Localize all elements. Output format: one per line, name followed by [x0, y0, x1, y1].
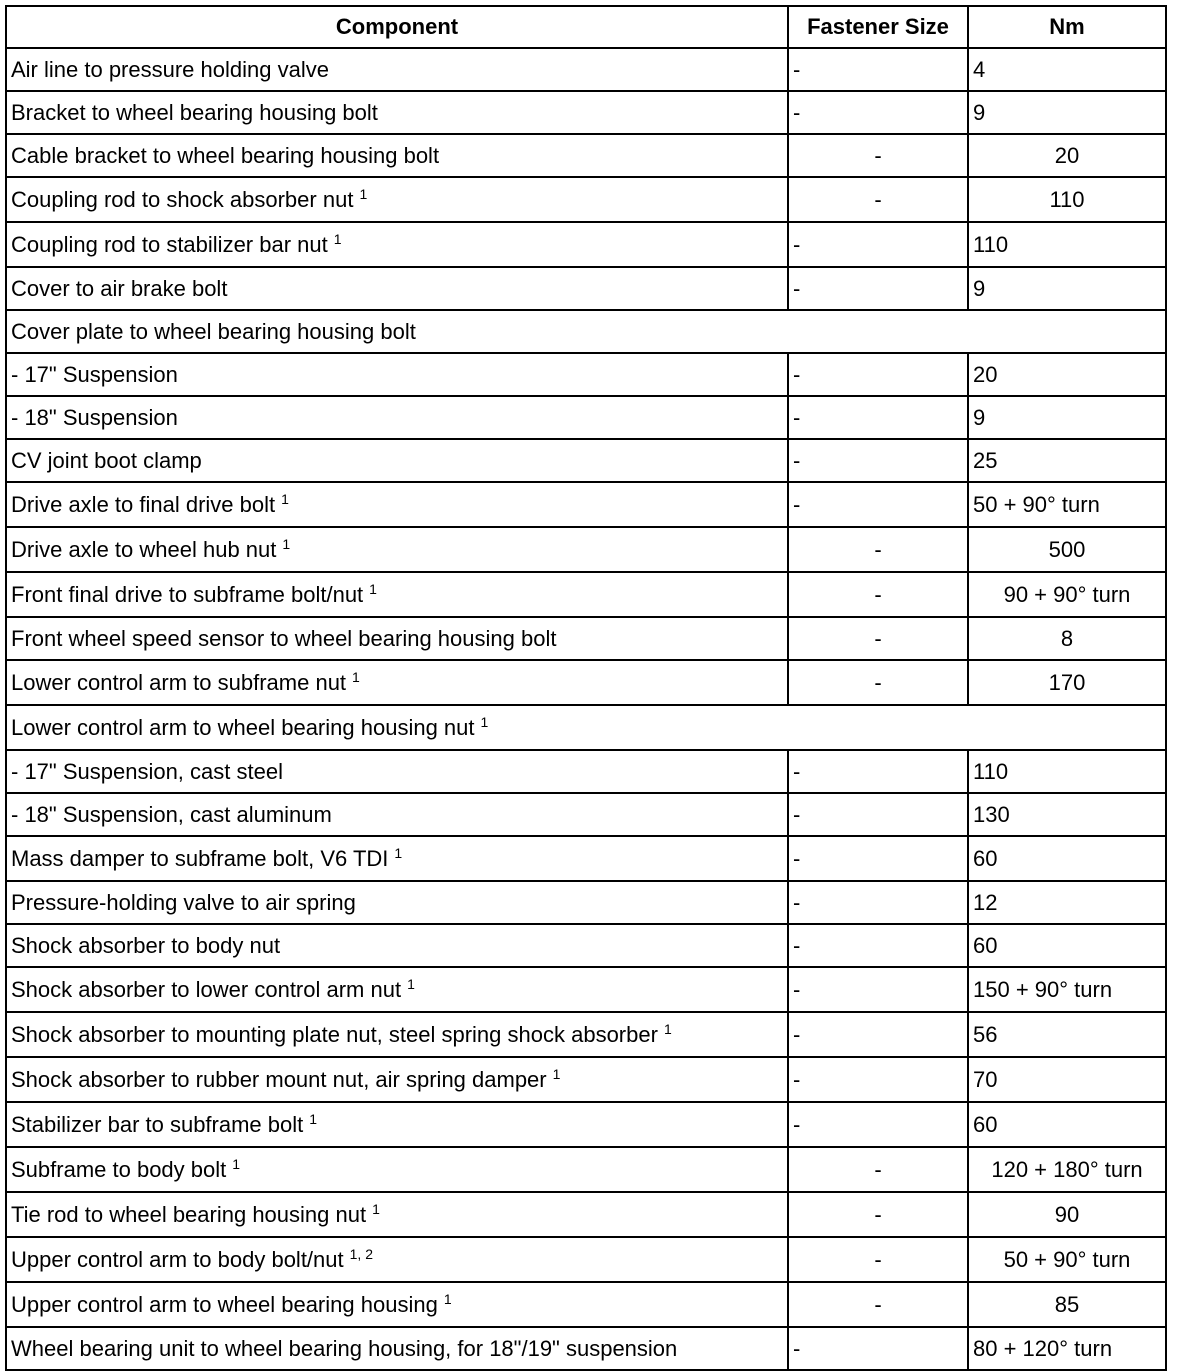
- table-row: [6, 705, 1166, 750]
- torque-value-cell: 50 + 90° turn: [968, 482, 1166, 527]
- table-row: [6, 439, 1166, 482]
- torque-value-cell: 85: [968, 1282, 1166, 1327]
- component-label: Pressure-holding valve to air spring: [11, 889, 356, 915]
- table-row: [6, 924, 1166, 967]
- component-cell: [6, 967, 788, 1012]
- fastener-size-cell: -: [788, 1057, 968, 1102]
- component-cell: [6, 1012, 788, 1057]
- component-cell: [6, 267, 788, 310]
- component-label: Tie rod to wheel bearing housing nut: [11, 1202, 367, 1227]
- torque-value-cell: 9: [968, 396, 1166, 439]
- table-row: [6, 617, 1166, 660]
- table-row: [6, 967, 1166, 1012]
- component-cell: [6, 1102, 788, 1147]
- table-row: [6, 48, 1166, 91]
- fastener-size-cell: -: [788, 222, 968, 267]
- component-cell: [6, 1192, 788, 1237]
- fastener-size-cell: -: [788, 353, 968, 396]
- torque-value-cell: 500: [968, 527, 1166, 572]
- component-label: Cover to air brake bolt: [11, 275, 228, 301]
- torque-value-cell: 9: [968, 91, 1166, 134]
- fastener-size-cell: -: [788, 1237, 968, 1282]
- component-cell: [6, 310, 1166, 353]
- table-row: [6, 527, 1166, 572]
- torque-value-cell: 110: [968, 750, 1166, 793]
- component-cell: [6, 1147, 788, 1192]
- footnote-marker: 1, 2: [349, 1246, 373, 1262]
- component-cell: [6, 134, 788, 177]
- component-cell: [6, 924, 788, 967]
- fastener-size-cell: -: [788, 881, 968, 924]
- component-label: Shock absorber to rubber mount nut, air spring damper: [11, 1067, 547, 1092]
- table-row: [6, 1147, 1166, 1192]
- fastener-size-cell: -: [788, 439, 968, 482]
- table-row: [6, 793, 1166, 836]
- footnote-marker: 1: [309, 1111, 318, 1127]
- fastener-size-cell: -: [788, 793, 968, 836]
- footnote-marker: 1: [480, 714, 489, 730]
- component-label: Shock absorber to body nut: [11, 932, 281, 958]
- table-row: [6, 1057, 1166, 1102]
- component-cell: [6, 177, 788, 222]
- table-row: [6, 267, 1166, 310]
- torque-value-cell: 110: [968, 222, 1166, 267]
- footnote-marker: 1: [333, 231, 342, 247]
- footnote-marker: 1: [394, 845, 403, 861]
- footnote-marker: 1: [232, 1156, 241, 1172]
- component-cell: [6, 91, 788, 134]
- fastener-size-cell: -: [788, 836, 968, 881]
- fastener-size-cell: -: [788, 1147, 968, 1192]
- torque-value-cell: 20: [968, 134, 1166, 177]
- torque-value-cell: 60: [968, 836, 1166, 881]
- component-label: Drive axle to wheel hub nut: [11, 537, 277, 562]
- component-label: Bracket to wheel bearing housing bolt: [11, 99, 378, 125]
- table-row: [6, 353, 1166, 396]
- fastener-size-cell: -: [788, 1327, 968, 1370]
- footnote-marker: 1: [359, 186, 368, 202]
- component-cell: [6, 482, 788, 527]
- component-label: Coupling rod to shock absorber nut: [11, 187, 354, 212]
- fastener-size-cell: -: [788, 924, 968, 967]
- torque-value-cell: 60: [968, 1102, 1166, 1147]
- torque-value-cell: 56: [968, 1012, 1166, 1057]
- footnote-marker: 1: [552, 1066, 561, 1082]
- component-label: Lower control arm to subframe nut: [11, 670, 347, 695]
- component-cell: [6, 793, 788, 836]
- torque-value-cell: 20: [968, 353, 1166, 396]
- component-cell: [6, 1282, 788, 1327]
- torque-value-cell: 60: [968, 924, 1166, 967]
- table-row: [6, 91, 1166, 134]
- fastener-size-cell: -: [788, 967, 968, 1012]
- table-row: [6, 1282, 1166, 1327]
- component-label: Drive axle to final drive bolt: [11, 492, 276, 517]
- component-cell: [6, 222, 788, 267]
- footnote-marker: 1: [369, 581, 377, 597]
- header-nm: Nm: [968, 6, 1166, 48]
- fastener-size-cell: -: [788, 617, 968, 660]
- component-label: Mass damper to subframe bolt, V6 TDI: [11, 846, 389, 871]
- fastener-size-cell: -: [788, 527, 968, 572]
- torque-value-cell: 4: [968, 48, 1166, 91]
- component-label: Cable bracket to wheel bearing housing bolt: [11, 142, 440, 168]
- fastener-size-cell: -: [788, 482, 968, 527]
- fastener-size-cell: -: [788, 134, 968, 177]
- footnote-marker: 1: [352, 669, 360, 685]
- component-label: Cover plate to wheel bearing housing bolt: [11, 318, 416, 344]
- table-row: [6, 1237, 1166, 1282]
- fastener-size-cell: -: [788, 91, 968, 134]
- torque-value-cell: 130: [968, 793, 1166, 836]
- table-body: [6, 48, 1166, 1370]
- fastener-size-cell: -: [788, 572, 968, 617]
- fastener-size-cell: -: [788, 1192, 968, 1237]
- fastener-size-cell: -: [788, 267, 968, 310]
- table-row: [6, 310, 1166, 353]
- torque-value-cell: 8: [968, 617, 1166, 660]
- component-label: Subframe to body bolt: [11, 1157, 227, 1182]
- torque-value-cell: 50 + 90° turn: [968, 1237, 1166, 1282]
- component-label: Shock absorber to lower control arm nut: [11, 977, 402, 1002]
- torque-table: [5, 5, 1167, 1371]
- component-cell: [6, 617, 788, 660]
- table-row: [6, 660, 1166, 705]
- component-label: Stabilizer bar to subframe bolt: [11, 1112, 304, 1137]
- torque-value-cell: 12: [968, 881, 1166, 924]
- torque-value-cell: 70: [968, 1057, 1166, 1102]
- component-cell: [6, 1057, 788, 1102]
- component-cell: [6, 881, 788, 924]
- component-label: Wheel bearing unit to wheel bearing housing, for 18"/19" suspension: [11, 1335, 678, 1361]
- table-row: [6, 396, 1166, 439]
- header-row: [6, 6, 1166, 48]
- component-label: - 17" Suspension: [11, 361, 178, 387]
- component-cell: [6, 1327, 788, 1370]
- footnote-marker: 1: [663, 1021, 672, 1037]
- footnote-marker: 1: [282, 536, 291, 552]
- fastener-size-cell: -: [788, 396, 968, 439]
- table-row: [6, 222, 1166, 267]
- fastener-size-cell: -: [788, 1012, 968, 1057]
- component-cell: [6, 48, 788, 91]
- component-label: Lower control arm to wheel bearing housing nut: [11, 715, 475, 740]
- table-row: [6, 177, 1166, 222]
- component-cell: [6, 439, 788, 482]
- table-row: [6, 750, 1166, 793]
- component-label: Air line to pressure holding valve: [11, 56, 329, 82]
- component-cell: [6, 1237, 788, 1282]
- component-cell: [6, 750, 788, 793]
- component-label: Coupling rod to stabilizer bar nut: [11, 232, 328, 257]
- torque-value-cell: 90: [968, 1192, 1166, 1237]
- torque-value-cell: 120 + 180° turn: [968, 1147, 1166, 1192]
- table-row: [6, 1327, 1166, 1370]
- fastener-size-cell: -: [788, 660, 968, 705]
- fastener-size-cell: -: [788, 177, 968, 222]
- torque-value-cell: 150 + 90° turn: [968, 967, 1166, 1012]
- footnote-marker: 1: [443, 1291, 452, 1307]
- component-label: Front wheel speed sensor to wheel bearing housing bolt: [11, 625, 557, 651]
- component-label: Upper control arm to body bolt/nut: [11, 1247, 344, 1272]
- torque-value-cell: 110: [968, 177, 1166, 222]
- torque-value-cell: 25: [968, 439, 1166, 482]
- component-label: CV joint boot clamp: [11, 447, 202, 473]
- fastener-size-cell: -: [788, 1102, 968, 1147]
- table-row: [6, 1102, 1166, 1147]
- torque-value-cell: 90 + 90° turn: [968, 572, 1166, 617]
- component-cell: [6, 836, 788, 881]
- torque-value-cell: 9: [968, 267, 1166, 310]
- component-cell: [6, 660, 788, 705]
- component-label: - 18" Suspension: [11, 404, 178, 430]
- component-label: - 17" Suspension, cast steel: [11, 758, 283, 784]
- fastener-size-cell: -: [788, 1282, 968, 1327]
- footnote-marker: 1: [372, 1201, 380, 1217]
- component-label: Upper control arm to wheel bearing housing: [11, 1292, 438, 1317]
- component-cell: [6, 353, 788, 396]
- component-label: Front final drive to subframe bolt/nut: [11, 582, 364, 607]
- header-component: Component: [6, 6, 788, 48]
- torque-value-cell: 80 + 120° turn: [968, 1327, 1166, 1370]
- table-row: [6, 572, 1166, 617]
- table-row: [6, 134, 1166, 177]
- table-row: [6, 881, 1166, 924]
- component-label: Shock absorber to mounting plate nut, steel spring shock absorber: [11, 1022, 658, 1047]
- table-row: [6, 1012, 1166, 1057]
- header-fastener-size: Fastener Size: [788, 6, 968, 48]
- fastener-size-cell: -: [788, 48, 968, 91]
- fastener-size-cell: -: [788, 750, 968, 793]
- torque-value-cell: 170: [968, 660, 1166, 705]
- component-cell: [6, 396, 788, 439]
- table-row: [6, 482, 1166, 527]
- component-cell: [6, 572, 788, 617]
- table-row: [6, 1192, 1166, 1237]
- footnote-marker: 1: [281, 491, 289, 507]
- footnote-marker: 1: [407, 976, 415, 992]
- table-row: [6, 836, 1166, 881]
- component-label: - 18" Suspension, cast aluminum: [11, 801, 332, 827]
- component-cell: [6, 705, 1166, 750]
- component-cell: [6, 527, 788, 572]
